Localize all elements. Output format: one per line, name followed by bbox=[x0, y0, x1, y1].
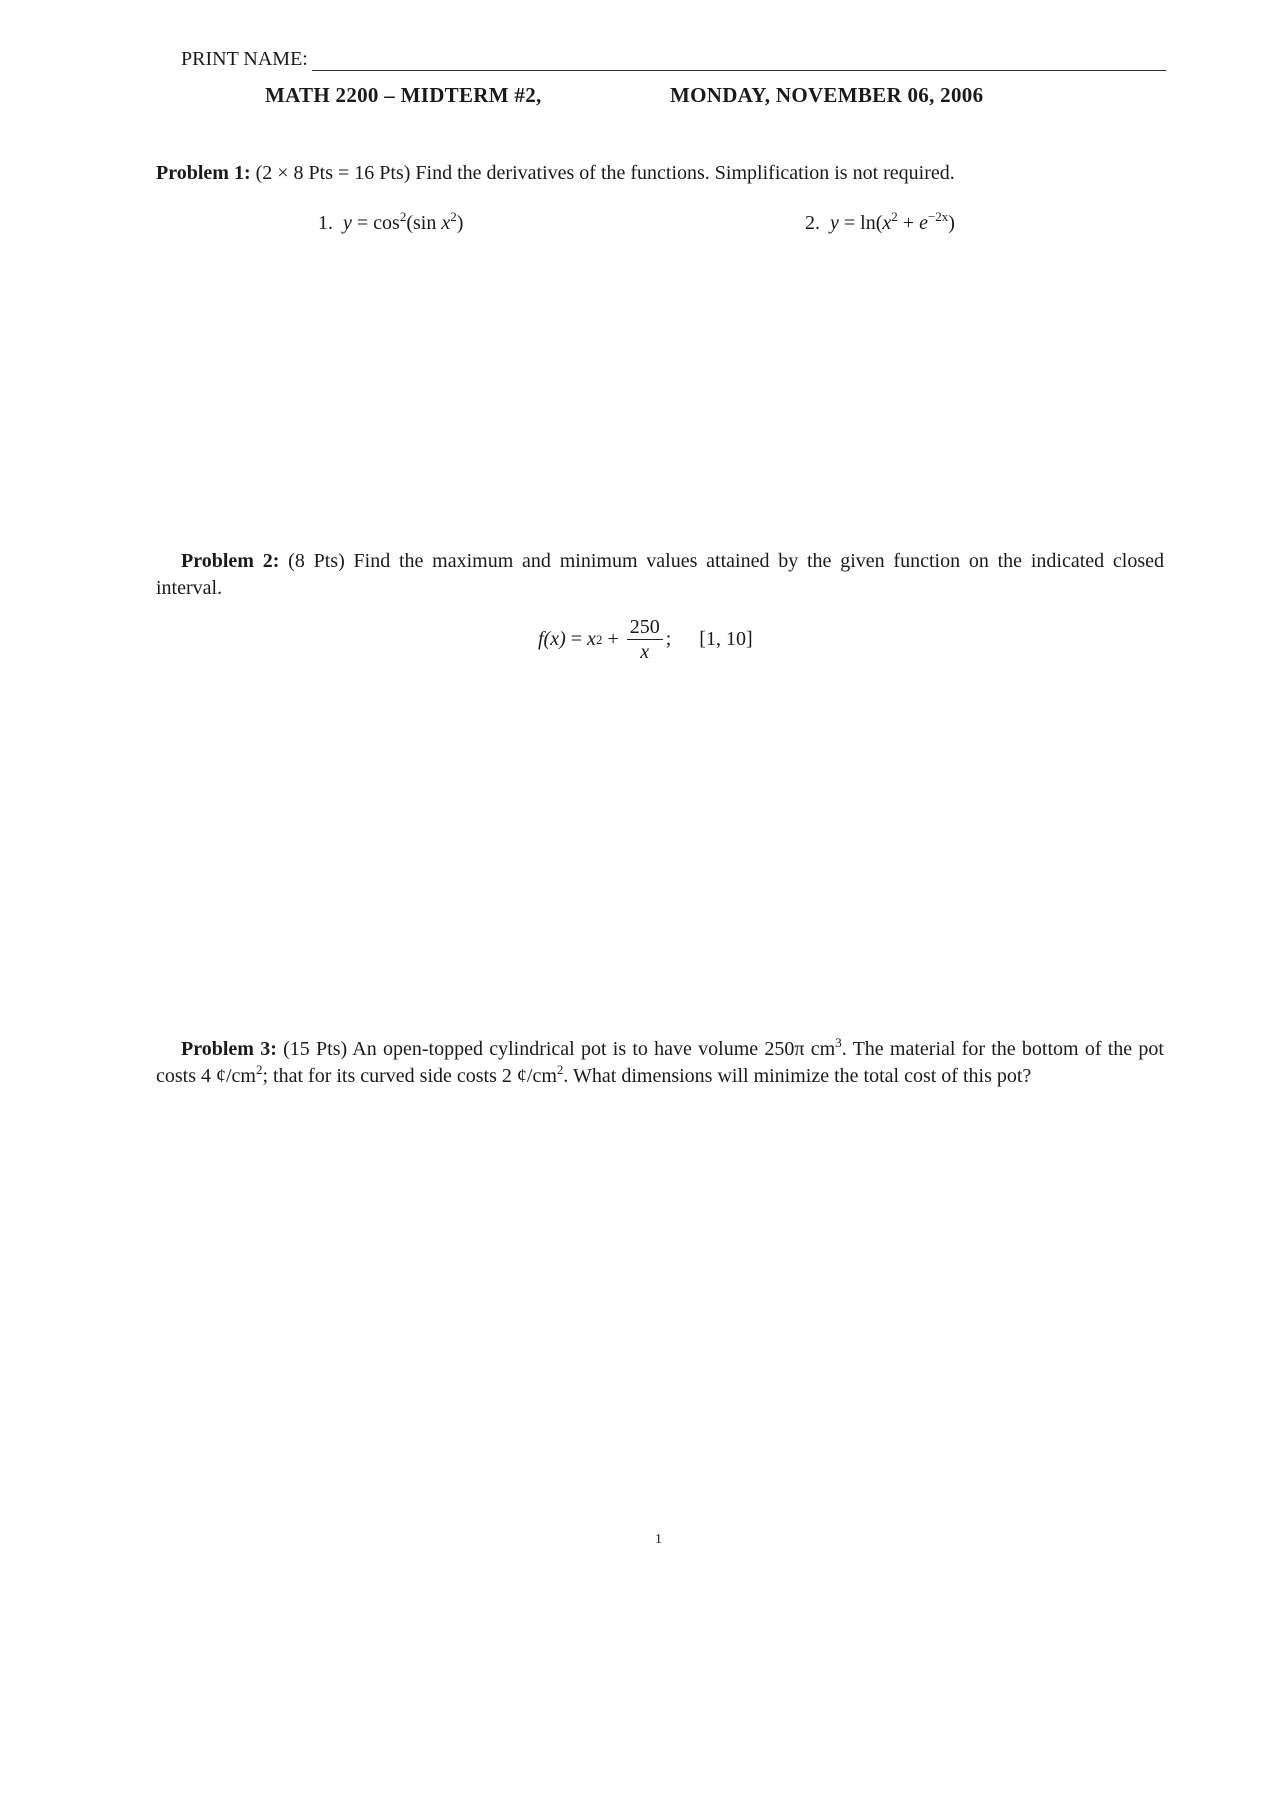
print-name-label: PRINT NAME: bbox=[181, 48, 308, 70]
problem-3-points: (15 Pts) bbox=[283, 1038, 348, 1060]
problem-2-points: (8 Pts) bbox=[288, 550, 345, 572]
course-title: MATH 2200 – MIDTERM #2, bbox=[265, 83, 542, 107]
problem-3: Problem 3: (15 Pts) An open-topped cylindrical pot is to have volume 250π $cm^3$. The material for the bottom of the pot costs 4 $¢/cm^2$; that for its curved side costs 2 $¢/cm^2$. What dimensions will minimize the total cost of this pot? bbox=[156, 1035, 1164, 1087]
problem-1-lead: Problem 1: bbox=[156, 162, 251, 184]
problem-1 bbox=[156, 160, 1164, 187]
problem-1-text: Find the derivatives of the functions. Simplification is not required. bbox=[415, 162, 955, 184]
print-name-field bbox=[181, 48, 1166, 71]
exam-date: MONDAY, NOVEMBER 06, 2006 bbox=[670, 83, 984, 107]
problem-2-text: Find the maximum and minimum values attained by the given function on the indicated closed interval. bbox=[156, 550, 1164, 599]
page-number: 1 bbox=[655, 1532, 662, 1547]
problem-2 bbox=[156, 548, 1164, 601]
fraction: $\frac{250}{x}$ bbox=[627, 615, 663, 664]
problem-1-points: (2 × 8 Pts = 16 Pts) bbox=[255, 162, 411, 184]
problem-1-item-2: 2. $y = \ln(x^2 + e^{-2x})$ bbox=[805, 209, 955, 234]
problem-1-item-1: 1. $y = \cos^2(\sin$ $x^2$) bbox=[318, 209, 464, 234]
interval: [1, 10] bbox=[699, 628, 753, 650]
print-name-blank-line bbox=[312, 52, 1166, 71]
problem-3-lead: Problem 3: bbox=[181, 1038, 277, 1060]
problem-2-lead: Problem 2: bbox=[181, 550, 280, 572]
problem-2-equation: f(x) = x 2 + $\frac{250}{x}$ ; [1, 10] bbox=[538, 616, 753, 663]
